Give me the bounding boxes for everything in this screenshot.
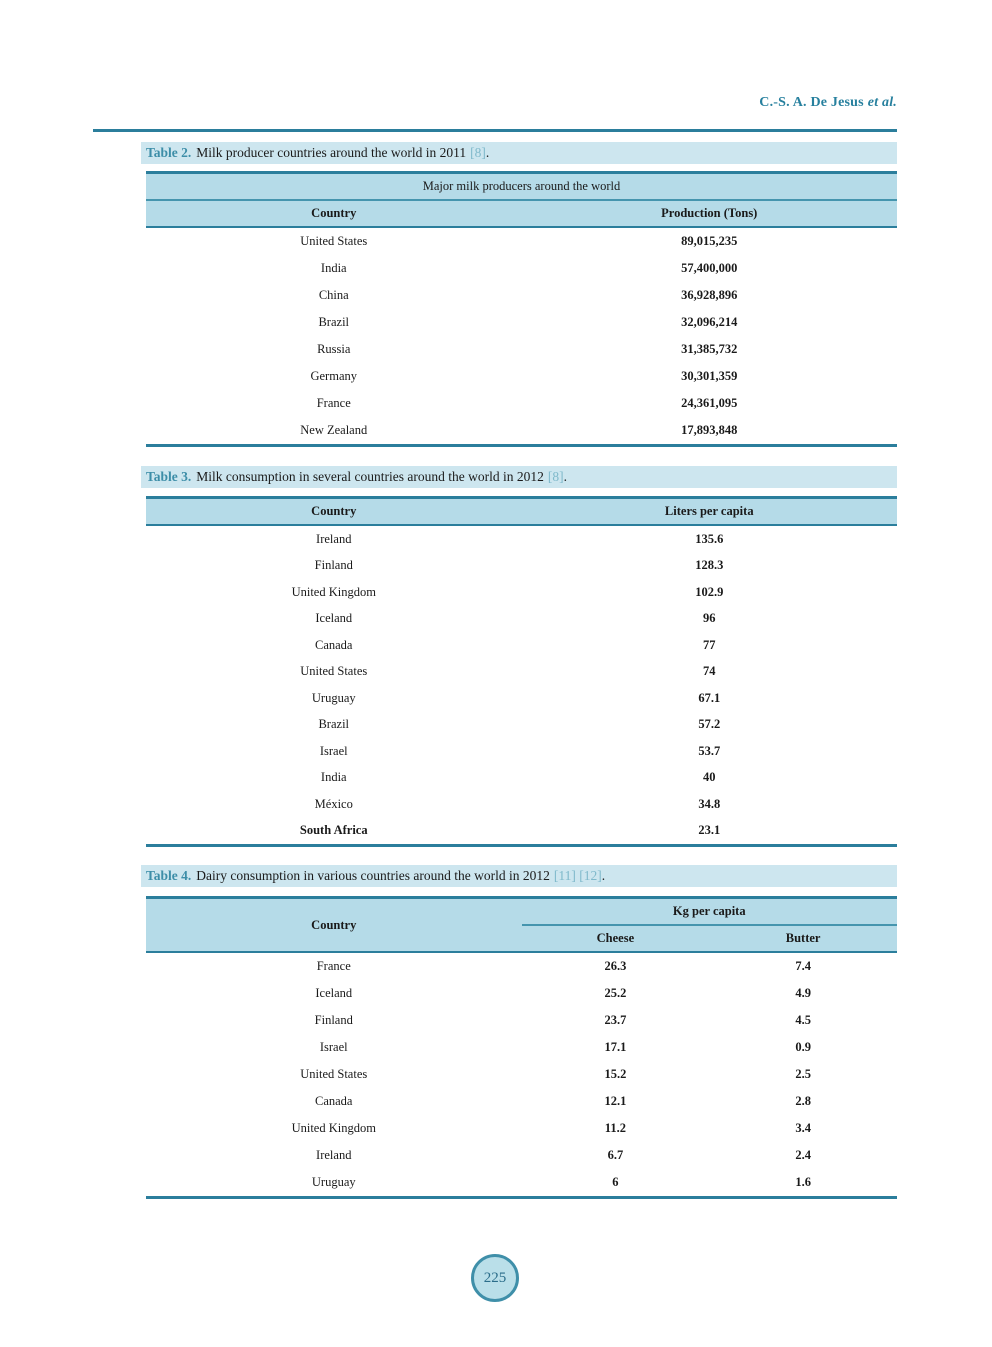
table4-header-right: [522, 899, 898, 951]
table3-header-row: [146, 499, 897, 526]
country-cell: Uruguay: [311, 690, 356, 705]
table2-caption-text: Milk producer countries around the world in 2011: [196, 145, 467, 160]
butter-cell: 4.9: [795, 986, 811, 1000]
value-cell: 57,400,000: [681, 261, 738, 275]
table4-col-cheese: Cheese: [596, 931, 635, 945]
table-row: [146, 953, 897, 980]
country-cell: United Kingdom: [291, 1121, 376, 1135]
cheese-cell: 26.3: [604, 959, 627, 973]
value-cell: 31,385,732: [681, 342, 738, 356]
value-cell: 34.8: [698, 796, 721, 811]
cheese-cell: 6.7: [607, 1148, 624, 1162]
butter-cell: 0.9: [795, 1040, 811, 1054]
country-cell: Iceland: [315, 986, 353, 1000]
butter-cell: 2.8: [795, 1094, 811, 1108]
table2-caption-label: Table 2.: [146, 145, 192, 160]
table4-col-country: Country: [311, 917, 357, 932]
table4-subheader-row: [522, 926, 898, 951]
running-head-author: C.-S. A. De Jesus: [759, 95, 864, 110]
country-cell: Ireland: [316, 1148, 352, 1162]
value-cell: 53.7: [698, 743, 721, 758]
country-cell: Brazil: [318, 315, 350, 329]
table-row: [146, 1034, 897, 1061]
table4-caption-text: Dairy consumption in various countries around the world in 2012: [196, 868, 550, 883]
table2-title: Major milk producers around the world: [146, 174, 897, 201]
table-row: [146, 980, 897, 1007]
country-cell: United States: [300, 1067, 368, 1081]
country-cell: United States: [300, 664, 368, 679]
value-cell: 32,096,214: [681, 315, 738, 329]
table-row: [146, 309, 897, 336]
value-cell: 57.2: [698, 717, 721, 732]
table-row: [146, 1007, 897, 1034]
running-head: [93, 95, 897, 111]
table4-col-butter: Butter: [785, 931, 821, 945]
cheese-cell: 25.2: [604, 986, 627, 1000]
value-cell: 77: [703, 637, 716, 652]
table-row: [146, 606, 897, 633]
table-row: [146, 255, 897, 282]
country-cell: Canada: [315, 637, 353, 652]
table4-caption: [141, 865, 897, 887]
country-cell: Brazil: [318, 717, 350, 732]
table3-col-liters: Liters per capita: [664, 504, 754, 518]
value-cell: 96: [703, 611, 716, 626]
table-row: [146, 417, 897, 444]
butter-cell: 3.4: [795, 1121, 811, 1135]
value-cell: 23.1: [698, 823, 721, 838]
country-cell: China: [318, 288, 349, 302]
table-row: [146, 685, 897, 712]
header-rule: [93, 129, 897, 132]
country-cell: New Zealand: [300, 423, 368, 437]
value-cell: 135.6: [695, 531, 724, 546]
country-cell: Canada: [315, 1094, 353, 1108]
cheese-cell: 11.2: [604, 1121, 626, 1135]
value-cell: 30,301,359: [681, 369, 738, 383]
table-row: [146, 363, 897, 390]
table-row: [146, 579, 897, 606]
table-row: [146, 1061, 897, 1088]
table-row: [146, 1115, 897, 1142]
table4-header: [146, 899, 897, 953]
table-row: [146, 390, 897, 417]
page-number: 225: [483, 1269, 507, 1286]
country-cell: Israel: [319, 1040, 348, 1054]
table4: [146, 896, 897, 1199]
country-cell: México: [314, 796, 353, 811]
country-cell: Russia: [317, 342, 351, 356]
table2-col-country: Country: [311, 206, 357, 220]
country-cell: France: [316, 396, 351, 410]
value-cell: 128.3: [695, 558, 724, 573]
value-cell: 40: [703, 770, 716, 785]
butter-cell: 1.6: [795, 1175, 811, 1189]
value-cell: 24,361,095: [681, 396, 738, 410]
table3: [146, 496, 897, 847]
country-cell: Germany: [310, 369, 357, 383]
table-row: [146, 765, 897, 792]
table2-citation-link[interactable]: [8]: [470, 145, 486, 160]
cheese-cell: 6: [612, 1175, 619, 1189]
table-row: [146, 1142, 897, 1169]
table-row: [146, 1169, 897, 1196]
cheese-cell: 23.7: [604, 1013, 627, 1027]
table3-caption-text: Milk consumption in several countries around the world in 2012: [196, 469, 544, 484]
table-row: [146, 553, 897, 580]
butter-cell: 2.5: [795, 1067, 811, 1081]
table-row: [146, 712, 897, 739]
table4-col-group: Kg per capita: [522, 899, 898, 926]
table-row: [146, 659, 897, 686]
table4-caption-label: Table 4.: [146, 868, 192, 883]
country-cell: Ireland: [316, 531, 352, 546]
table-row: [146, 632, 897, 659]
butter-cell: 2.4: [795, 1148, 811, 1162]
country-cell: Israel: [319, 743, 348, 758]
table3-citation-link[interactable]: [8]: [547, 469, 564, 484]
running-head-etal: et al.: [867, 95, 897, 110]
value-cell: 36,928,896: [681, 288, 738, 302]
table-row: [146, 818, 897, 845]
table-row: [146, 228, 897, 255]
table3-col-country: Country: [311, 504, 357, 518]
country-cell: India: [320, 770, 347, 785]
table2-caption-suffix: .: [485, 145, 490, 160]
cheese-cell: 15.2: [604, 1067, 627, 1081]
value-cell: 17,893,848: [681, 423, 738, 437]
value-cell: 67.1: [698, 690, 721, 705]
value-cell: 89,015,235: [681, 234, 738, 248]
cheese-cell: 12.1: [604, 1094, 627, 1108]
table-row: [146, 282, 897, 309]
table3-caption-label: Table 3.: [146, 469, 192, 484]
table-row: [146, 526, 897, 553]
table3-caption-suffix: .: [563, 469, 567, 484]
butter-cell: 4.5: [795, 1013, 811, 1027]
table-row: [146, 738, 897, 765]
country-cell: Finland: [314, 1013, 353, 1027]
table2-col-production: Production (Tons): [661, 206, 758, 220]
country-cell: Iceland: [315, 611, 353, 626]
country-cell: India: [320, 261, 347, 275]
country-cell: France: [316, 959, 351, 973]
table4-caption-suffix: .: [601, 868, 606, 883]
country-cell: South Africa: [299, 823, 368, 838]
table2-caption: [141, 142, 897, 164]
value-cell: 74: [703, 664, 716, 679]
country-cell: Uruguay: [311, 1175, 356, 1189]
cheese-cell: 17.1: [604, 1040, 627, 1054]
table-row: [146, 791, 897, 818]
table-row: [146, 1088, 897, 1115]
page-number-badge: [471, 1254, 519, 1302]
country-cell: United States: [300, 234, 368, 248]
table2-header-row: [146, 201, 897, 228]
value-cell: 102.9: [695, 584, 724, 599]
country-cell: Finland: [314, 558, 353, 573]
butter-cell: 7.4: [795, 959, 811, 973]
table-row: [146, 336, 897, 363]
table4-citation-link[interactable]: [11] [12]: [553, 868, 602, 883]
country-cell: United Kingdom: [291, 584, 376, 599]
table2: [146, 171, 897, 447]
table3-caption: [141, 466, 897, 488]
